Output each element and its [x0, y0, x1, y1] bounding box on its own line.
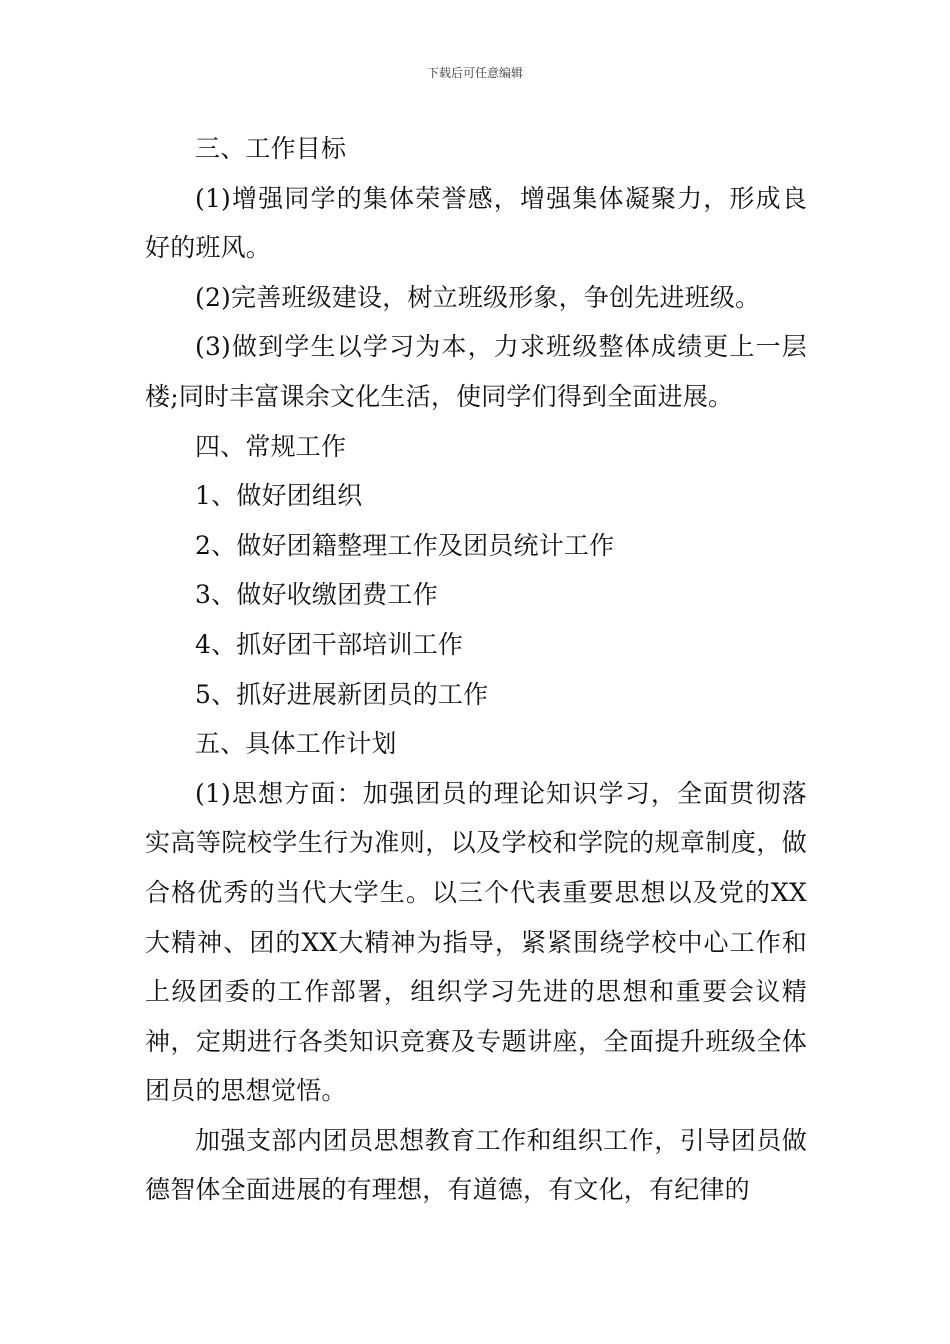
section-heading-routine: 四、常规工作 — [195, 431, 347, 461]
routine-item-3: 3、做好收缴团费工作 — [195, 580, 438, 610]
plan-paragraph-branch: 加强支部内团员思想教育工作和组织工作，引导团员做德智体全面进展的有理想，有道德，有文化，有纪律的 — [145, 1125, 807, 1205]
routine-item-1: 1、做好团组织 — [195, 481, 363, 511]
document-body — [145, 124, 807, 1215]
section-heading-plan: 五、具体工作计划 — [195, 729, 397, 759]
routine-item-4: 4、抓好团干部培训工作 — [195, 629, 464, 659]
goal-item-2: (2)完善班级建设，树立班级形象，争创先进班级。 — [195, 282, 761, 312]
section-heading-goals: 三、工作目标 — [195, 134, 347, 163]
routine-item-2: 2、做好团籍整理工作及团员统计工作 — [195, 530, 615, 560]
goal-item-1: (1)增强同学的集体荣誉感，增强集体凝聚力，形成良好的班风。 — [145, 183, 807, 263]
plan-paragraph-ideology: (1)思想方面：加强团员的理论知识学习，全面贯彻落实高等院校学生行为准则，以及学校和学院的规章制度，做合格优秀的当代大学生。以三个代表重要思想以及党的XX大精神、团的XX大精神为指导，紧紧围绕学校中心工作和上级团委的工作部署，组织学习先进的思想和重要会议精神，定期进行各类知识竞赛及专题讲座，全面提升班级全体团员的思想觉悟。 — [145, 778, 807, 1106]
goal-item-3: (3)做到学生以学习为本，力求班级整体成绩更上一层楼;同时丰富课余文化生活，使同学们得到全面进展。 — [145, 332, 807, 411]
page-header-note: 下载后可任意编辑 — [426, 66, 523, 80]
routine-item-5: 5、抓好进展新团员的工作 — [195, 679, 489, 709]
